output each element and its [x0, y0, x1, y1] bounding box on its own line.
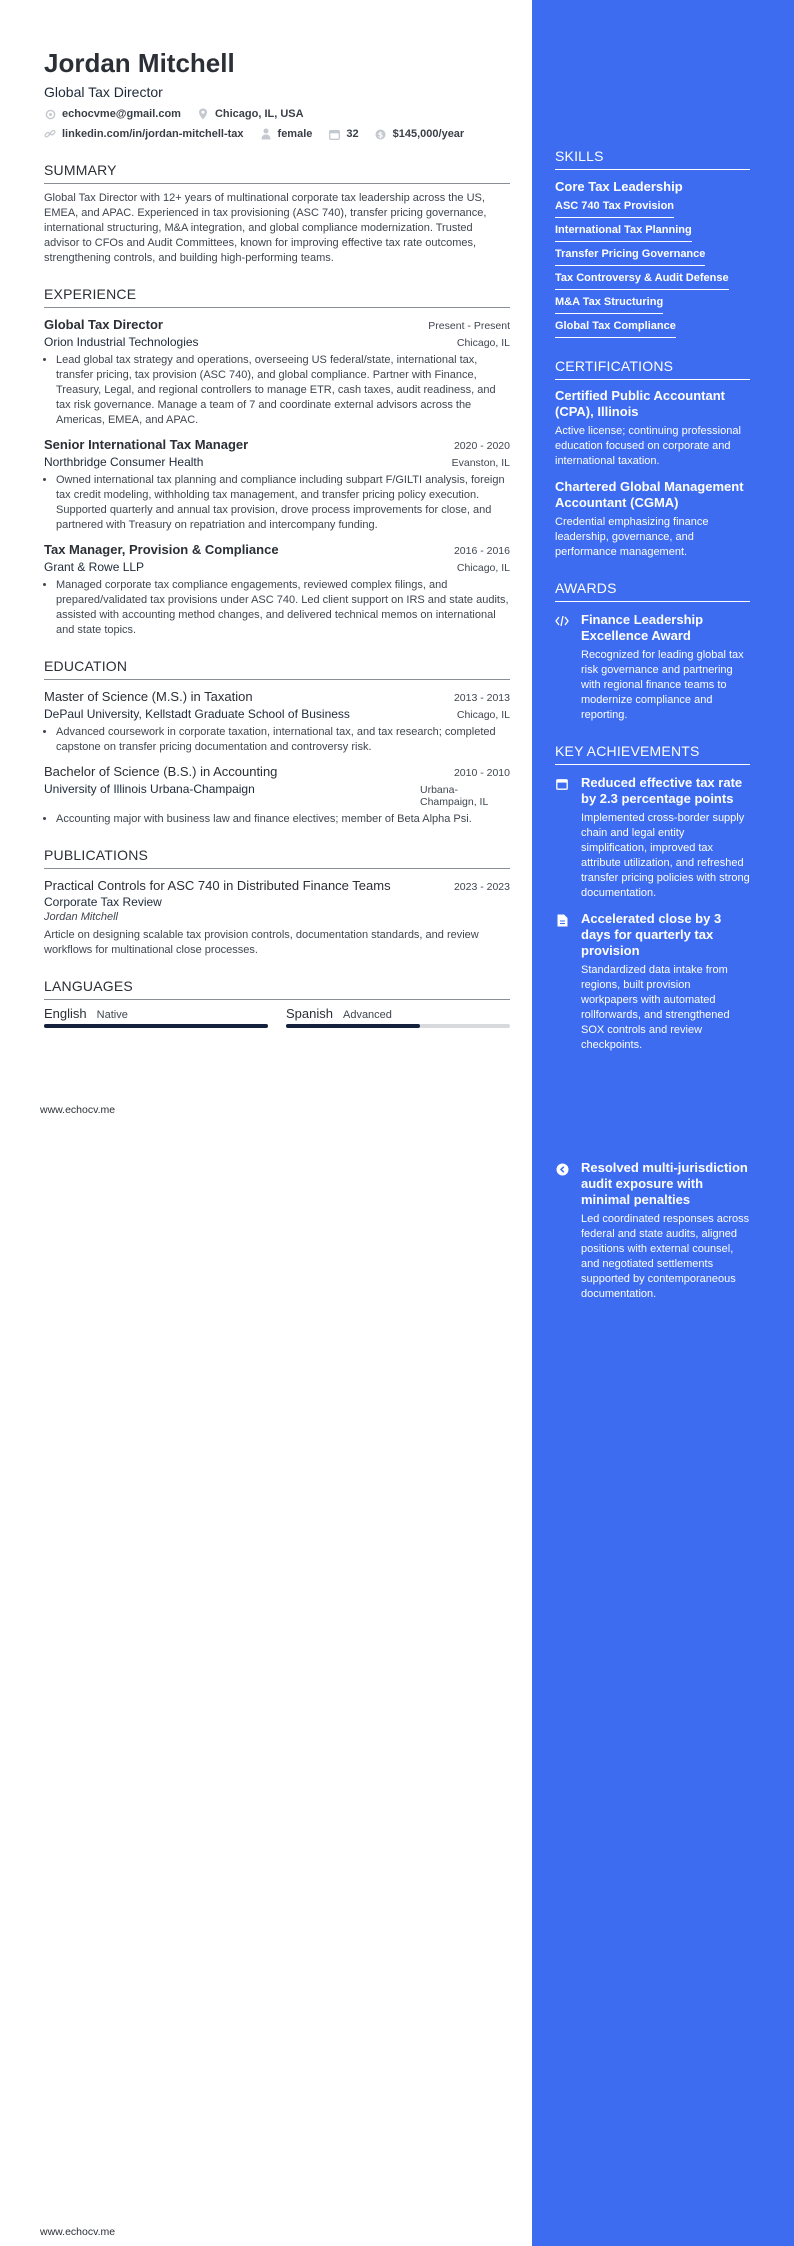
education-entry [44, 689, 510, 755]
experience-role: Global Tax Director [44, 317, 163, 332]
award-item [555, 612, 750, 723]
skill-item: Tax Controversy & Audit Defense [555, 272, 729, 290]
achievement-item [555, 911, 750, 1053]
education-entry [44, 764, 510, 827]
contact-salary: $145,000/year [392, 128, 465, 140]
publications-heading: PUBLICATIONS [44, 847, 510, 869]
language-item [286, 1006, 510, 1028]
achievement-title: Reduced effective tax rate by 2.3 percentage points [581, 775, 743, 806]
skill-item: ASC 740 Tax Provision [555, 200, 674, 218]
achievement-description: Led coordinated responses across federal and state audits, aligned positions with external counsel, and negotiated settlements supported by contemporaneous documentation. [581, 1213, 750, 1300]
language-proficiency-fill [44, 1024, 268, 1028]
publication-venue: Corporate Tax Review [44, 895, 162, 909]
experience-company: Grant & Rowe LLP [44, 560, 145, 574]
award-description: Recognized for leading global tax risk governance and partnering with regional finance teams to modernize compliance and reporting. [581, 649, 744, 721]
education-heading: EDUCATION [44, 658, 510, 680]
achievements-heading: KEY ACHIEVEMENTS [555, 743, 750, 765]
certification-name: Certified Public Accountant (CPA), Illinois [555, 388, 725, 419]
experience-dates: 2020 - 2020 [453, 440, 510, 452]
contact-gender: female [277, 128, 313, 140]
experience-entry [44, 437, 510, 533]
experience-bullet: • Owned international tax planning and compliance including subpart F/GILTI analysis, foreign tax credit modeling, withholding tax management, and transfer pricing policy execution. Supported quarterly and annual tax provision, drove process improvements for close, and partnered with Treasury on repatriation and intercompany funding. [56, 473, 510, 533]
experience-role: Tax Manager, Provision & Compliance [44, 542, 279, 557]
education-degree: Bachelor of Science (B.S.) in Accounting [44, 764, 278, 779]
publication-description: Article on designing scalable tax provision controls, documentation standards, and review workflows for multinational close processes. [44, 929, 479, 956]
achievement-description: Standardized data intake from regions, built provision workpapers with automated rollforwards, and strengthened SOX controls and review checkpoints. [581, 964, 730, 1051]
contact-row-1 [44, 108, 510, 120]
experience-location: Evanston, IL [451, 457, 510, 469]
awards-heading: AWARDS [555, 580, 750, 602]
experience-dates: Present - Present [428, 320, 510, 332]
language-proficiency-bar [286, 1024, 510, 1028]
achievement-description: Implemented cross-border supply chain and legal entity simplification, improved tax attribute utilization, and refreshed transfer pricing policies with strong documentation. [581, 812, 750, 899]
certification-description: Credential emphasizing finance leadership, governance, and performance management. [555, 516, 709, 558]
achievement-item [555, 1160, 750, 1302]
experience-location: Chicago, IL [456, 337, 510, 349]
main-column [44, 48, 510, 1028]
at-icon [44, 108, 56, 120]
education-dates: 2013 - 2013 [453, 692, 510, 704]
language-proficiency-bar [44, 1024, 268, 1028]
summary-heading: SUMMARY [44, 162, 510, 184]
language-proficiency-fill [286, 1024, 420, 1028]
certifications-heading: CERTIFICATIONS [555, 358, 750, 380]
candidate-name: Jordan Mitchell [44, 48, 235, 78]
education-location: Urbana-Champaign, IL [420, 784, 489, 808]
achievement-title: Accelerated close by 3 days for quarterly tax provision [581, 911, 722, 958]
contact-location: Chicago, IL, USA [214, 108, 304, 120]
experience-bullet: • Lead global tax strategy and operations, overseeing US federal/state, international tax, transfer pricing, tax provision (ASC 740), and global compliance. Partner with Finance, Treasury, Legal, and regional controllers to manage ETR, cash taxes, audit readiness, and tax risk governance. Manage a team of 7 and coordinate external advisors across the Americas, EMEA, and APAC. [56, 353, 510, 428]
language-item [44, 1006, 268, 1028]
achievement-item [555, 775, 750, 901]
chevron-circle-icon [555, 1162, 569, 1176]
certification-name: Chartered Global Management Accountant (CGMA) [555, 479, 744, 510]
location-pin-icon [197, 108, 209, 120]
contact-linkedin[interactable]: linkedin.com/in/jordan-mitchell-tax [62, 128, 244, 140]
job-title: Global Tax Director [44, 84, 163, 100]
skill-item: Global Tax Compliance [555, 320, 676, 338]
contact-age: 32 [346, 128, 359, 140]
language-level: Native [96, 1009, 128, 1021]
link-icon [44, 128, 56, 140]
sidebar-top-content [555, 148, 750, 1053]
experience-heading: EXPERIENCE [44, 286, 510, 308]
svg-text:$: $ [377, 129, 384, 139]
calendar-icon [328, 128, 340, 140]
skill-item: M&A Tax Structuring [555, 296, 663, 314]
code-icon [555, 614, 569, 628]
language-name: Spanish [286, 1006, 333, 1021]
calendar-icon [555, 777, 569, 791]
certification-description: Active license; continuing professional education focused on corporate and international taxation. [555, 425, 741, 467]
skills-heading: SKILLS [555, 148, 750, 170]
experience-entry [44, 317, 510, 428]
skill-group-title: Core Tax Leadership [555, 179, 683, 194]
award-title: Finance Leadership Excellence Award [581, 612, 704, 643]
contact-email[interactable]: echocvme@gmail.com [62, 108, 181, 120]
education-location: Chicago, IL [456, 709, 510, 721]
experience-entry [44, 542, 510, 638]
publication-title: Practical Controls for ASC 740 in Distributed Finance Teams [44, 878, 391, 893]
publication-entry [44, 878, 510, 958]
education-bullet: • Advanced coursework in corporate taxation, international tax, and tax research; completed capstone on transfer pricing documentation and controversy risk. [56, 725, 510, 755]
languages-list [44, 1006, 510, 1028]
education-dates: 2010 - 2010 [453, 767, 510, 779]
education-school: DePaul University, Kellstadt Graduate School of Business [44, 707, 350, 721]
sidebar-page2-content [555, 1160, 750, 1302]
publication-dates: 2023 - 2023 [453, 881, 510, 893]
experience-bullet: • Managed corporate tax compliance engagements, reviewed complex filings, and prepared/validated tax provisions under ASC 740. Led client support on IRS and state audits, assisted with accounting method changes, and delivered technical memos on international and state topics. [56, 578, 510, 638]
person-icon [260, 128, 272, 140]
money-icon [375, 128, 387, 140]
experience-location: Chicago, IL [456, 562, 510, 574]
experience-role: Senior International Tax Manager [44, 437, 249, 452]
publication-author: Jordan Mitchell [44, 911, 118, 923]
language-level: Advanced [342, 1009, 392, 1021]
achievement-title: Resolved multi-jurisdiction audit exposure with minimal penalties [581, 1160, 748, 1207]
experience-company: Orion Industrial Technologies [44, 335, 199, 349]
skill-item: Transfer Pricing Governance [555, 248, 705, 266]
education-school: University of Illinois Urbana-Champaign [44, 782, 255, 796]
document-icon [555, 913, 569, 927]
languages-heading: LANGUAGES [44, 978, 510, 1000]
experience-company: Northbridge Consumer Health [44, 455, 204, 469]
summary-text: Global Tax Director with 12+ years of multinational corporate tax leadership across the US, EMEA, and APAC. Experienced in tax provisioning (ASC 740), transfer pricing governance, international structuring, M&A integration, and global compliance modernization. Trusted advisor to CFOs and Audit Committees, known for improving effective tax rate outcomes, strengthening controls, and building high-performing teams. [44, 192, 487, 264]
skill-item: International Tax Planning [555, 224, 692, 242]
footer-link[interactable]: www.echocv.me [40, 2226, 116, 2238]
contact-row-2 [44, 128, 510, 140]
education-degree: Master of Science (M.S.) in Taxation [44, 689, 253, 704]
footer-link[interactable]: www.echocv.me [40, 1104, 116, 1116]
language-name: English [44, 1006, 87, 1021]
experience-dates: 2016 - 2016 [453, 545, 510, 557]
education-bullet: • Accounting major with business law and finance electives; member of Beta Alpha Psi. [56, 812, 510, 827]
